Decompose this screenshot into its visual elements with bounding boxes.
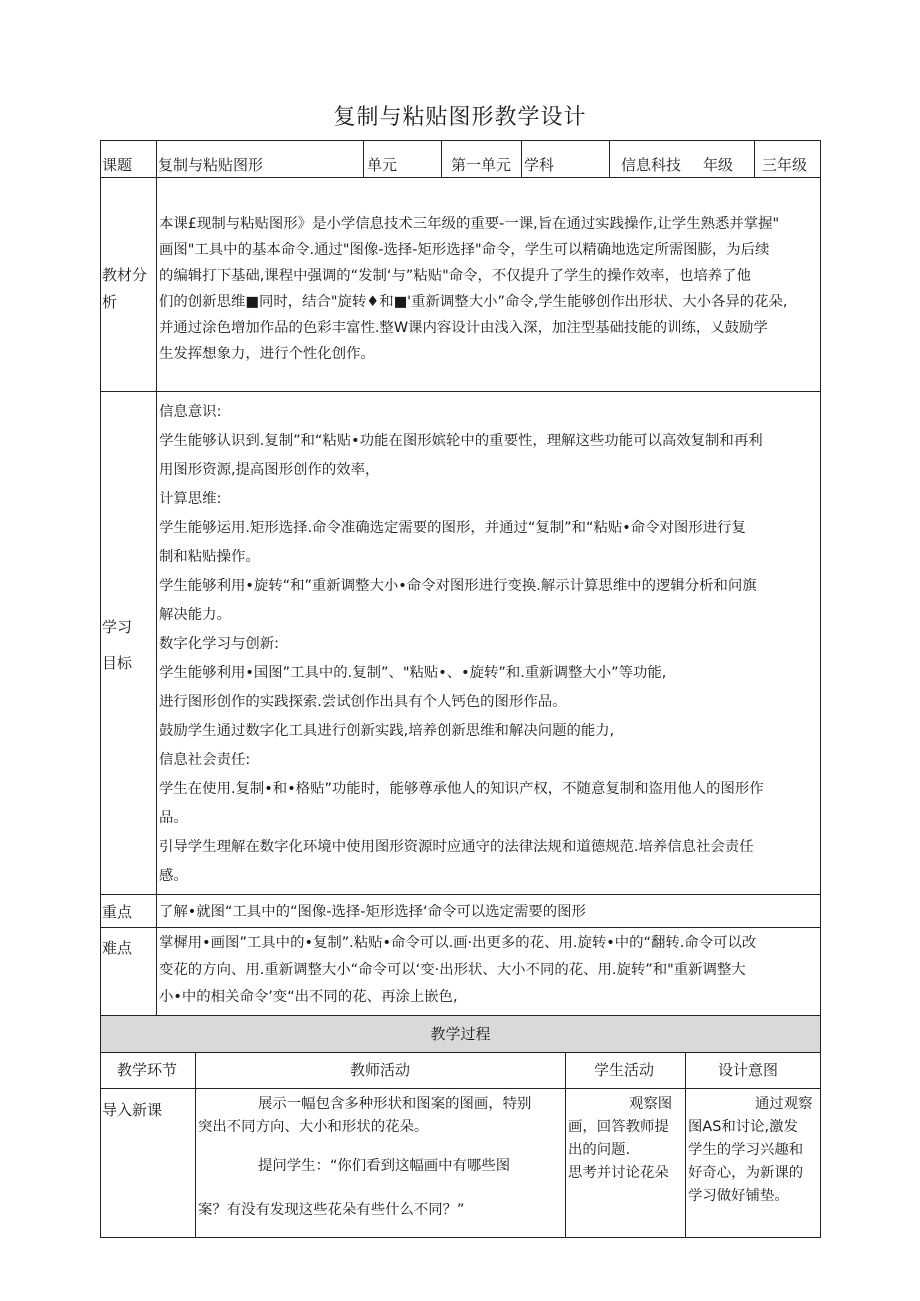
text-line: 进行图形创作的实践探索.尝试创作出具有个人钙色的图形作品。 xyxy=(159,694,567,710)
student-activity-line: 观察图 xyxy=(629,1096,673,1112)
text-line: 品。 xyxy=(159,810,188,826)
grade-value: 三年级 xyxy=(762,156,808,174)
design-intent-line: 图AS和讨论,激发 xyxy=(688,1119,798,1135)
text-line: 学生能够认识到.复制”和“粘贴•功能在图形嫔轮中的重要性，理解这些功能可以高效复制和再利 xyxy=(159,433,763,449)
text-line: 的编辑打下基础,课程中强调的“发制‘与”粘贴"命令，不仅提升了学生的操作效率，也培养了他 xyxy=(159,268,751,284)
text-line: 用图形资源,提高图形创作的效率， xyxy=(159,462,380,478)
material-analysis-label: 教材分 xyxy=(102,266,148,284)
col-divider xyxy=(441,140,442,178)
row-divider xyxy=(100,1088,821,1089)
col-divider xyxy=(565,1052,566,1238)
text-line: 学生在使用.复制•和•格贴”功能时，能够尊承他人的知识产权，不随意复制和盗用他人的图形作 xyxy=(159,781,764,797)
col-header-stage: 教学环节 xyxy=(117,1061,178,1079)
text-line: 解决能力。 xyxy=(159,607,231,623)
subject-label: 学科 xyxy=(524,156,555,174)
process-section-title: 教学过程 xyxy=(430,1025,491,1043)
text-line: 制和粘贴操作。 xyxy=(159,549,260,565)
row-divider xyxy=(100,927,821,928)
text-line: 引导学生理解在数字化环境中使用图形资源时应通守的法律法规和道德规范.培养信息社会责任 xyxy=(159,839,754,855)
text-line: 数字化学习与创新: xyxy=(159,636,279,652)
grade-label: 年级 xyxy=(703,156,734,174)
student-activity-line: 思考并讨论花朵 xyxy=(568,1165,669,1181)
text-line: 鼓励学生通过数字化工具进行创新实践,培养创新思维和解决问题的能力, xyxy=(159,723,615,739)
text-line: 计算思维: xyxy=(159,491,222,507)
student-activity-line: 出的问题. xyxy=(568,1142,631,1158)
learning-goals-label: 学习 xyxy=(102,618,133,636)
text-line: 并通过涂色增加作品的色彩丰富性.整W课内容设计由浅入深，加注型基础技能的训练，乂鼓励学 xyxy=(159,320,768,336)
text-line: 生发挥想象力，进行个性化创作。 xyxy=(159,346,375,362)
material-analysis-label: 析 xyxy=(102,293,118,311)
col-divider xyxy=(521,140,522,178)
text-line: 掌樨用•画图”工具中的•复制”.粘贴•命令可以.画·出更多的花、用.旋转•中的“翻转.命令可以改 xyxy=(159,935,757,951)
learning-goals-text xyxy=(159,398,764,891)
col-header-intent: 设计意图 xyxy=(718,1061,779,1079)
text-line: 学生能够运用.矩形选择.命令准确选定需要的图形，并通过“复制”和“粘贴•命令对图形进行复 xyxy=(159,520,746,536)
col-divider xyxy=(754,140,755,178)
teacher-activity-line: 案？有没有发现这些花朵有些什么不同？” xyxy=(198,1202,465,1218)
difficulty-label: 难点 xyxy=(102,939,133,957)
text-line: 信息意识: xyxy=(159,404,222,420)
row-divider xyxy=(100,391,821,392)
design-intent-line: 学习做好铺垫。 xyxy=(688,1188,789,1204)
col-header-teacher: 教师活动 xyxy=(350,1061,411,1079)
teacher-activity-line: 提问学生：“你们看到这幅画中有哪些图 xyxy=(258,1158,511,1174)
key-point-label: 重点 xyxy=(102,903,133,921)
text-line: 小•中的相关命令’变“出不同的花、再涂上嵌色, xyxy=(159,989,458,1005)
difficulty-text xyxy=(159,930,756,1011)
col-divider xyxy=(609,140,610,178)
document-title: 复制与粘贴图形教学设计 xyxy=(333,105,587,130)
teacher-activity-line: 展示一幅包含多种形状和图案的图画，特别 xyxy=(258,1096,532,1112)
col-divider xyxy=(363,140,364,178)
unit-label: 单元 xyxy=(367,156,398,174)
col-divider xyxy=(195,1052,196,1238)
col-divider xyxy=(156,140,157,1016)
design-intent-line: 好奇心，为新课的 xyxy=(688,1165,804,1181)
text-line: 学生能够利用•旋转“和”重新调整大小•命令对图形进行变换.解示计算思维中的逻辑分析和问旗 xyxy=(159,578,757,594)
text-line: 学生能够利用•国图”工具中的.复制”、"粘贴•、•旋转”和.重新调整大小”等功能, xyxy=(159,665,667,681)
material-analysis-text xyxy=(159,211,788,367)
row-divider xyxy=(100,177,821,178)
row-divider xyxy=(100,1052,821,1053)
text-line: 本课£现制与粘贴图形》是小学信息技术三年级的重要-一课,旨在通过实践操作,让学生熟悉并掌握" xyxy=(159,216,780,232)
topic-value: 复制与粘贴图形 xyxy=(158,156,264,174)
design-intent-line: 通过观察 xyxy=(755,1096,813,1112)
text-line: 感。 xyxy=(159,868,188,884)
text-line: 画图"工具中的基本命令.通过"图像-选择-矩形选择"命令，学生可以精确地选定所需图膨，为后续 xyxy=(159,242,770,258)
design-intent-line: 学生的学习兴趣和 xyxy=(688,1142,804,1158)
text-line: 变花的方向、用.重新调整大小“命令可以‘变·出形状、大小不同的花、用.旋转”和"重新调整大 xyxy=(159,962,746,978)
text-line: 信息社会责任: xyxy=(159,752,251,768)
key-point-text: 了解•就图“工具中的“图像-选择-矩形选择‘命令可以选定需要的图形 xyxy=(159,904,586,920)
row-divider xyxy=(100,894,821,895)
topic-label: 课题 xyxy=(102,156,133,174)
subject-value: 信息科技 xyxy=(621,156,682,174)
col-divider xyxy=(685,1052,686,1238)
student-activity-line: 画，回答教师提 xyxy=(568,1119,669,1135)
col-header-student: 学生活动 xyxy=(594,1061,655,1079)
stage-cell: 导入新课 xyxy=(102,1101,163,1119)
unit-value: 第一单元 xyxy=(451,156,512,174)
learning-goals-label: 目标 xyxy=(102,654,133,672)
teacher-activity-line: 突出不同方向、大小和形状的花朵。 xyxy=(198,1119,429,1135)
text-line: 们的创新思维■同时，结合"旋转♦和■'重新调整大小”命令,学生能够创作出形状、大小各异的花朵, xyxy=(159,294,788,310)
